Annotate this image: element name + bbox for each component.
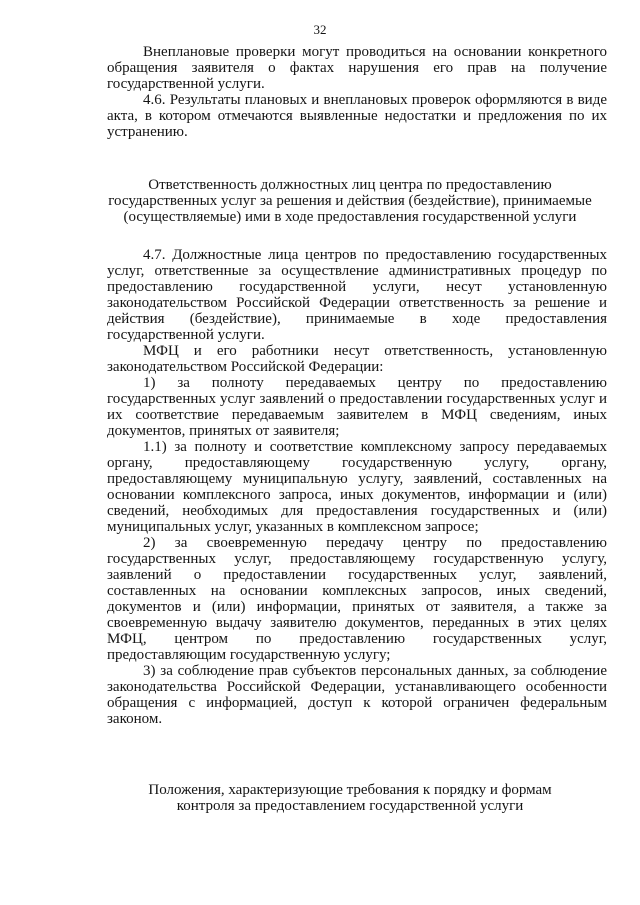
paragraph-unplanned-inspections: Внеплановые проверки могут проводиться на основании конкретного обращения заявителя о фактах нарушения его прав на получение государственной услуги. xyxy=(107,44,607,92)
heading-responsibility-line-3: (осуществляемые) ими в ходе предоставления государственной услуги xyxy=(123,209,577,225)
heading-control-line-2: контроля за предоставлением государственной услуги xyxy=(176,798,524,814)
paragraph-4-7: 4.7. Должностные лица центров по предоставлению государственных услуг, ответственные за осуществление административных процедур по предоставлению государственной услуги, несут установленную законодательством Российской Федерации ответственность за решение и действия (бездействие), принимаемые в ходе предоставления государственной услуги. xyxy=(107,247,607,343)
heading-control-line-1: Положения, характеризующие требования к порядку и формам xyxy=(148,782,552,798)
page-number: 32 xyxy=(313,22,327,37)
heading-control-requirements xyxy=(100,782,600,814)
list-item-3: 3) за соблюдение прав субъектов персональных данных, за соблюдение законодательства Российской Федерации, устанавливающего особенности обращения с информацией, доступ к которой ограничен федеральным законом. xyxy=(107,663,607,727)
heading-responsibility-line-1: Ответственность должностных лиц центра по предоставлению xyxy=(148,177,552,193)
list-item-1-1: 1.1) за полноту и соответствие комплексному запросу передаваемых органу, предоставляющему государственную услугу, органу, предоставляющему муниципальную услугу, заявлений, составленных на основании комплексного запроса, иных документов, информации и (или) сведений, необходимых для предоставления государственных и (или) муниципальных услуг, указанных в комплексном запросе; xyxy=(107,439,607,535)
list-item-1: 1) за полноту передаваемых центру по предоставлению государственных услуг заявлений о предоставлении государственных услуг и их соответствие передаваемым заявителем в МФЦ сведениям, иных документов, принятых от заявителя; xyxy=(107,375,607,439)
heading-responsibility-line-2: государственных услуг за решения и действия (бездействие), принимаемые xyxy=(108,193,592,209)
paragraph-mfc-responsibility: МФЦ и его работники несут ответственность, установленную законодательством Российской Федерации: xyxy=(107,343,607,375)
list-item-2: 2) за своевременную передачу центру по предоставлению государственных услуг, предоставляющему государственную услугу, заявлений о предоставлении государственных услуг, заявлений, составленных на основании комплексных запросов, иных сведений, документов и (или) информации, принятых от заявителя, а также за своевременную выдачу заявителю документов, переданных в этих целях МФЦ, центром по предоставлению государственных услуг, предоставляющим государственную услугу; xyxy=(107,535,607,663)
heading-responsibility xyxy=(100,177,600,225)
section-4-5-text xyxy=(107,44,607,140)
paragraph-4-6: 4.6. Результаты плановых и внеплановых проверок оформляются в виде акта, в котором отмечаются выявленные недостатки и предложения по их устранению. xyxy=(107,92,607,140)
section-4-7-text xyxy=(107,247,607,727)
